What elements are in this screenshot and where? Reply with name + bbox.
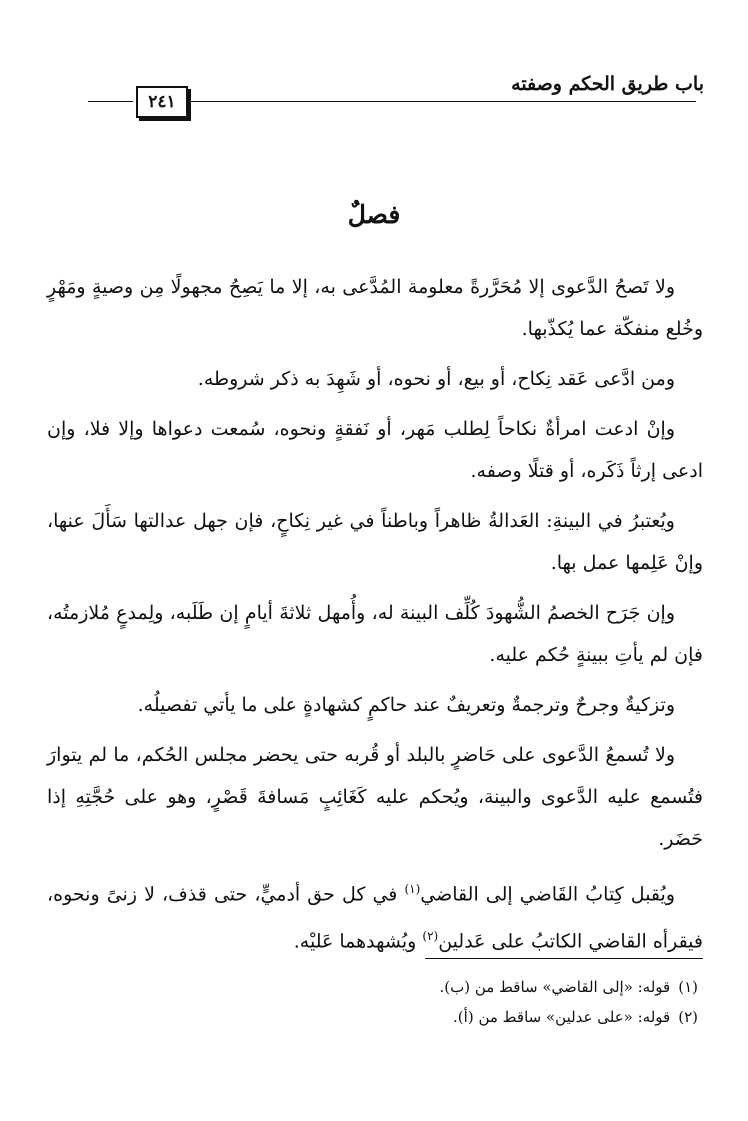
footnote-text: قوله: «إلى القاضي» ساقط من (ب). [439,978,671,996]
paragraph: ولا تُسمعُ الدَّعوى على حَاضرٍ بالبلد أو قُربه حتى يحضر مجلس الحُكم، ما لم يتوارَ فتُسمع عليه الدَّعوى والبينة، ويُحكم عليه كَغَائِبٍ مَسافةَ قَصْرٍ، وهو على حُجَّتِهِ إذا حَضَر. [47,744,703,850]
footnote [58,972,698,1002]
footnote-text: قوله: «على عدلين» ساقط من (أ). [453,1008,671,1026]
footnotes [58,972,698,1032]
header-rule-short [88,101,133,102]
page-number: ٢٤١ [136,86,188,118]
paragraph-text: في كل حق أدميٍّ، حتى قذف، لا زنىً ونحوه، فيقرأه القاضي الكاتبُ على عَدلين [47,883,703,953]
paragraph-with-footnotes [47,868,703,963]
header-rule [190,101,696,102]
running-title: باب طريق الحكم وصفته [511,73,704,95]
footnote-rule [425,958,703,959]
section-title: فصلٌ [347,200,401,229]
body-text [47,266,703,971]
paragraph: وتزكيةٌ وجرحٌ وترجمةٌ وتعريفٌ عند حاكمٍ كشهادةٍ على ما يأتي تفصيلُه. [137,694,675,716]
paragraph: ومن ادَّعى عَقد نِكاح، أو بيع، أو نحوه، أو شَهِدَ به ذكر شروطه. [197,368,675,390]
paragraph-text: ويُشهدهما عَليْه. [293,930,423,953]
paragraph: وإن جَرَح الخصمُ الشُّهودَ كُلِّف البينة له، وأُمهل ثلاثةَ أيامٍ إن طَلَبه، ولِمدعٍ مُلازمتُه، فإن لم يأتِ ببينةٍ حُكم عليه. [47,602,703,666]
footnote-number: (٢) [678,1008,698,1026]
footnote-ref[interactable]: (٢) [422,929,439,944]
paragraph-text: ويُقبل كِتابُ القَاضي إلى القاضي [420,883,676,906]
paragraph: وإنْ ادعت امرأةٌ نكاحاً لِطلب مَهر، أو نَفقةٍ ونحوه، سُمعت دعواها وإلا فلا، وإن ادعى إرثاً ذَكَره، أو قتلًا وصفه. [47,418,703,482]
footnote-ref[interactable]: (١) [404,882,421,896]
paragraph: ولا تَصحُ الدَّعوى إلا مُحَرَّرةً معلومة المُدَّعى به، إلا ما يَصِحُ مجهولًا مِن وصيةٍ ومَهْرٍ وخُلع منفكّة عما يُكذّبها. [47,276,703,340]
paragraph: ويُعتبرُ في البينةِ: العَدالةُ ظاهراً وباطناً في غير نِكاحٍ، فإن جهل عدالتها سَأَلَ عنها، وإنْ عَلِمها عمل بها. [47,510,703,574]
footnote [58,1002,698,1032]
footnote-number: (١) [678,978,698,996]
